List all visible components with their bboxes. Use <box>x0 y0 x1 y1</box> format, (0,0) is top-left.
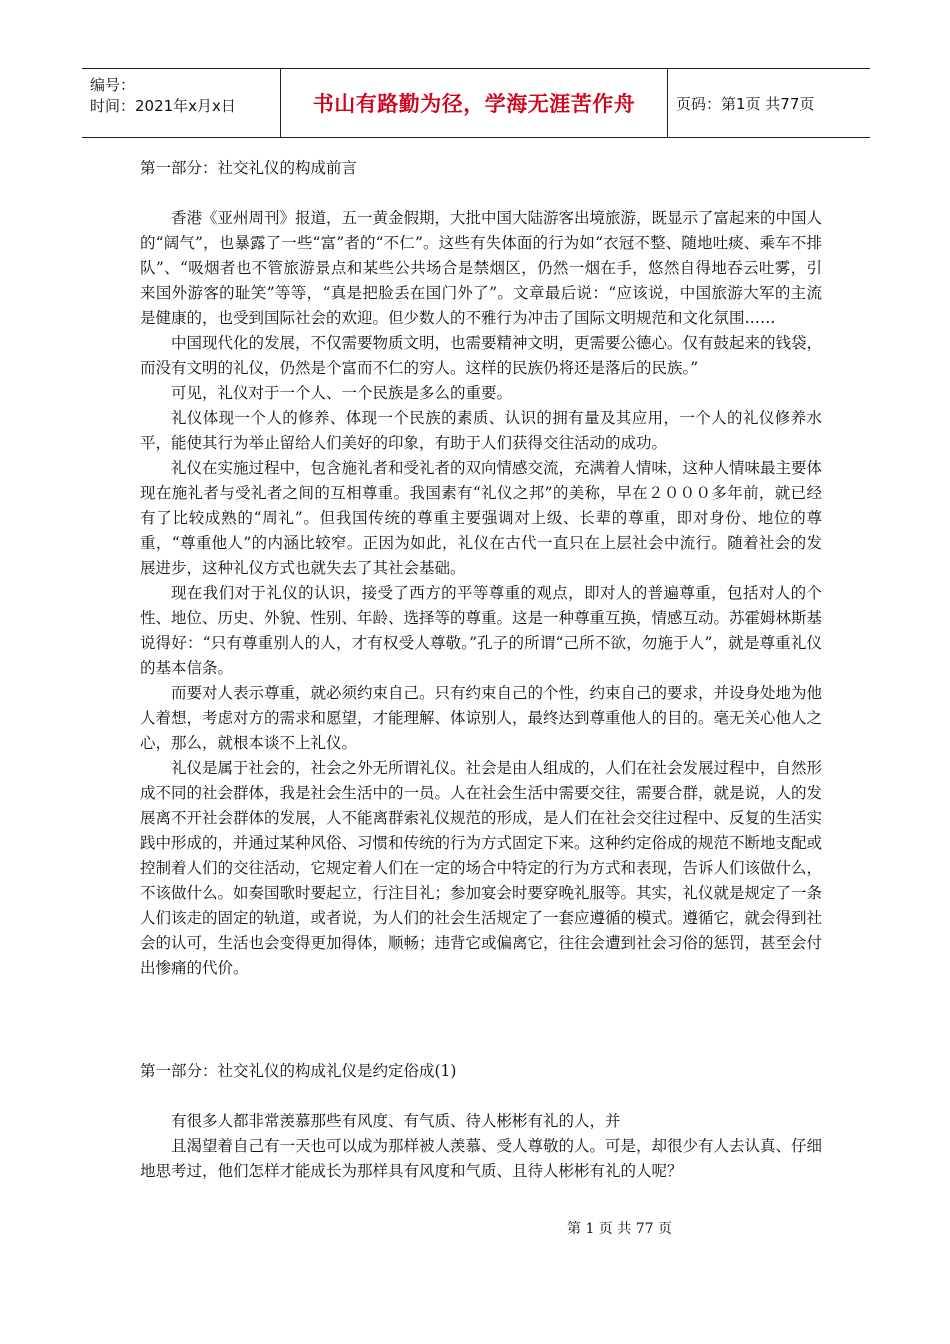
section-title-preface: 第一部分：社交礼仪的构成前言 <box>140 159 358 177</box>
paragraph: 礼仪体现一个人的修养、体现一个民族的素质、认识的拥有量及其应用，一个人的礼仪修养水平，能使其行为举止留给人们美好的印象，有助于人们获得交往活动的成功。 <box>140 409 822 452</box>
paragraph: 而要对人表示尊重，就必须约束自己。只有约束自己的个性，约束自己的要求，并设身处地为他人着想，考虑对方的需求和愿望，才能理解、体谅别人，最终达到尊重他人的目的。毫无关心他人之心，那么，就根本谈不上礼仪。 <box>140 684 823 752</box>
page-header <box>82 68 870 138</box>
paragraph: 中国现代化的发展，不仅需要物质文明，也需要精神文明，更需要公德心。仅有鼓起来的钱袋，而没有文明的礼仪，仍然是个富而不仁的穷人。这样的民族仍将还是落后的民族。” <box>140 334 823 377</box>
section-title-conventions: 第一部分：社交礼仪的构成礼仪是约定俗成(1) <box>140 1062 457 1080</box>
paragraph: 有很多人都非常羡慕那些有风度、有气质、待人彬彬有礼的人，并 <box>171 1112 621 1130</box>
header-motto: 书山有路勤为径，学海无涯苦作舟 <box>280 69 668 137</box>
document-time-label: 时间：2021年x月x日 <box>90 97 236 115</box>
header-meta <box>90 75 280 131</box>
paragraph: 可见，礼仪对于一个人、一个民族是多么的重要。 <box>171 384 513 402</box>
paragraph: 礼仪在实施过程中，包含施礼者和受礼者的双向情感交流，充满着人情味，这种人情味最主要体现在施礼者与受礼者之间的互相尊重。我国素有“礼仪之邦”的美称，早在２０００多年前，就已经有了比较成熟的“周礼”。但我国传统的尊重主要强调对上级、长辈的尊重，即对身份、地位的尊重，“尊重他人”的内涵比较窄。正因为如此，礼仪在古代一直只在上层社会中流行。随着社会的发展进步，这种礼仪方式也就失去了其社会基础。 <box>140 459 823 577</box>
paragraph: 香港《亚州周刊》报道，五一黄金假期，大批中国大陆游客出境旅游，既显示了富起来的中国人的“阔气”，也暴露了一些“富”者的“不仁”。这些有失体面的行为如“衣冠不整、随地吐痰、乘车不排队”、“吸烟者也不管旅游景点和某些公共场合是禁烟区，仍然一烟在手，悠然自得地吞云吐雾，引来国外游客的耻笑”等等，“真是把脸丢在国门外了”。文章最后说：“应该说，中国旅游大军的主流是健康的，也受到国际社会的欢迎。但少数人的不雅行为冲击了国际文明规范和文化氛围…… <box>140 209 823 327</box>
page-footer: 第 1 页 共 77 页 <box>567 1221 672 1237</box>
document-body <box>140 156 822 1184</box>
header-page-number: 页码：第1页 共77页 <box>676 94 815 113</box>
paragraph: 且渴望着自己有一天也可以成为那样被人羡慕、受人尊敬的人。可是，却很少有人去认真、仔细地思考过，他们怎样才能成长为那样具有风度和气质、且待人彬彬有礼的人呢？ <box>140 1137 823 1180</box>
paragraph: 现在我们对于礼仪的认识，接受了西方的平等尊重的观点，即对人的普遍尊重，包括对人的个性、地位、历史、外貌、性别、年龄、选择等的尊重。这是一种尊重互换，情感互动。苏霍姆林斯基说得好：“只有尊重别人的人，才有权受人尊敬。”孔子的所谓“己所不欲，勿施于人”，就是尊重礼仪的基本信条。 <box>140 584 823 677</box>
document-number-label: 编号： <box>90 76 136 94</box>
paragraph: 礼仪是属于社会的，社会之外无所谓礼仪。社会是由人组成的，人们在社会发展过程中，自然形成不同的社会群体，我是社会生活中的一员。人在社会生活中需要交往，需要合群，就是说，人的发展离不开社会群体的发展，人不能离群索礼仪规范的形成，是人们在社会交往过程中、反复的生活实践中形成的，并通过某种风俗、习惯和传统的行为方式固定下来。这种约定俗成的规范不断地支配或控制着人们的交往活动，它规定着人们在一定的场合中特定的行为方式和表现，告诉人们该做什么，不该做什么。如奏国歌时要起立，行注目礼；参加宴会时要穿晚礼服等。其实，礼仪就是规定了一条人们该走的固定的轨道，或者说，为人们的社会生活规定了一套应遵循的模式。遵循它，就会得到社会的认可，生活也会变得更加得体，顺畅；违背它或偏离它，往往会遭到社会习俗的惩罚，甚至会付出惨痛的代价。 <box>140 759 823 977</box>
